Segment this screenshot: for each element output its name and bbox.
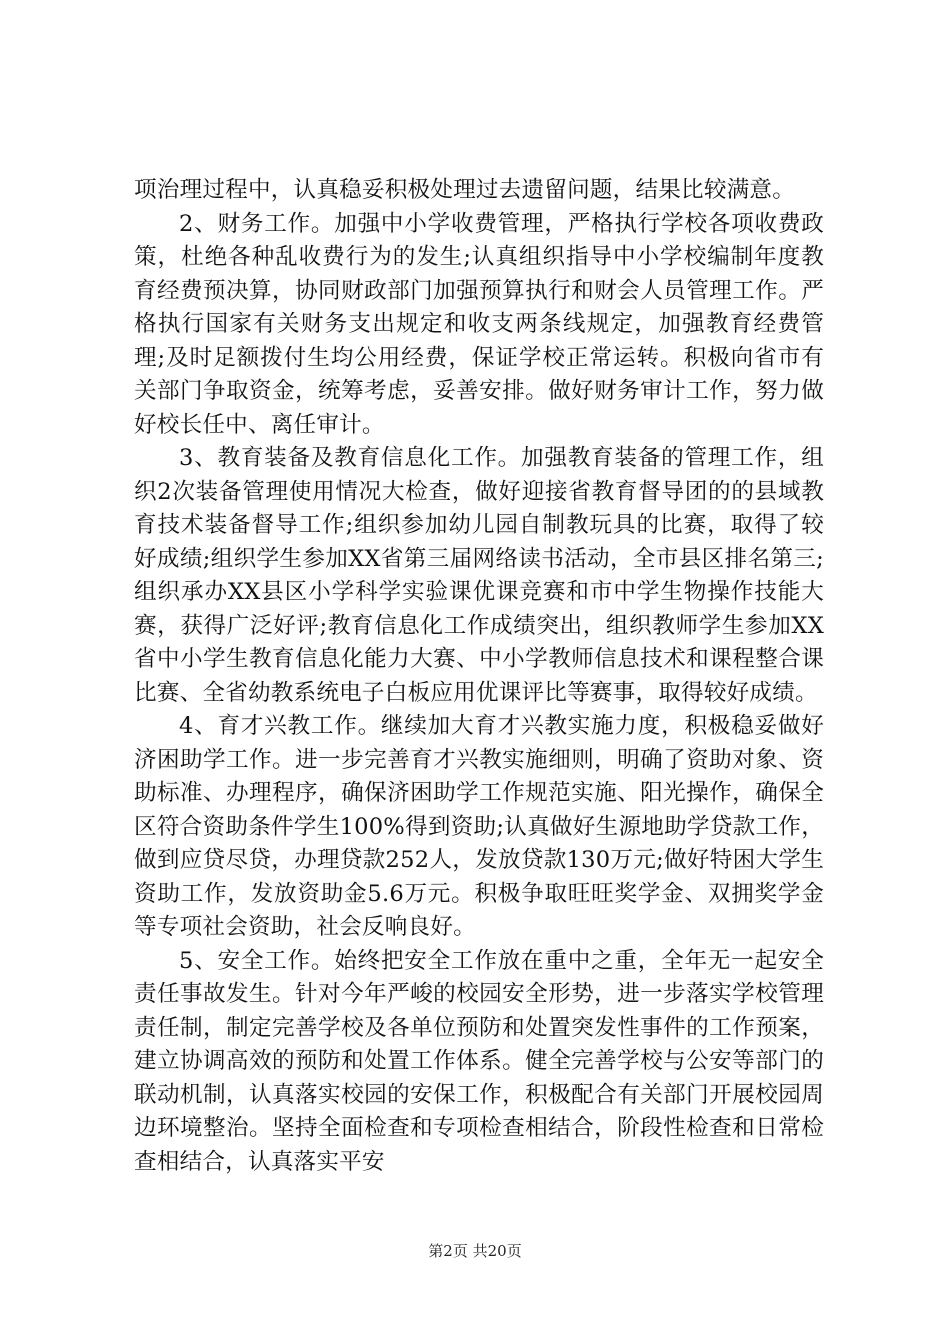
paragraph-safety-work: 5、安全工作。始终把安全工作放在重中之重，全年无一起安全责任事故发生。针对今年严峻的校园安全形势，进一步落实学校管理责任制，制定完善学校及各单位预防和处置突发性事件的工作预案，建立协调高效的预防和处置工作体系。健全完善学校与公安等部门的联动机制，认真落实校园的安保工作，积极配合有关部门开展校园周边环境整治。坚持全面检查和专项检查相结合，阶段性检查和日常检查相结合，认真落实平安 [134, 947, 824, 1175]
paragraph-equipment-informatization: 3、教育装备及教育信息化工作。加强教育装备的管理工作，组织2次装备管理使用情况大检查，做好迎接省教育督导团的的县域教育技术装备督导工作;组织参加幼儿园自制教玩具的比赛，取得了较好成绩;组织学生参加XX省第三届网络读书活动，全市县区排名第三;组织承办XX县区小学科学实验课优课竞赛和市中学生物操作技能大赛，获得广泛好评;教育信息化工作成绩突出，组织教师学生参加XX省中小学生教育信息化能力大赛、中小学教师信息技术和课程整合课比赛、全省幼教系统电子白板应用优课评比等赛事，取得较好成绩。 [134, 445, 824, 706]
paragraph-talent-education: 4、育才兴教工作。继续加大育才兴教实施力度，积极稳妥做好济困助学工作。进一步完善育才兴教实施细则，明确了资助对象、资助标准、办理程序，确保济困助学工作规范实施、阳光操作，确保全区符合资助条件学生100%得到资助;认真做好生源地助学贷款工作，做到应贷尽贷，办理贷款252人，发放贷款130万元;做好特困大学生资助工作，发放资助金5.6万元。积极争取旺旺奖学金、双拥奖学金等专项社会资助，社会反响良好。 [134, 713, 824, 940]
paragraph-continuation: 项治理过程中，认真稳妥积极处理过去遗留问题，结果比较满意。 [134, 177, 796, 203]
document-body [134, 174, 824, 1179]
paragraph-finance-work: 2、财务工作。加强中小学收费管理，严格执行学校各项收费政策，杜绝各种乱收费行为的发生;认真组织指导中小学校编制年度教育经费预决算，协同财政部门加强预算执行和财会人员管理工作。严格执行国家有关财务支出规定和收支两条线规定，加强教育经费管理;及时足额拨付生均公用经费，保证学校正常运转。积极向省市有关部门争取资金，统筹考虑，妥善安排。做好财务审计工作，努力做好校长任中、离任审计。 [134, 210, 824, 438]
page-number-footer: 第2页 共20页 [428, 1242, 522, 1260]
